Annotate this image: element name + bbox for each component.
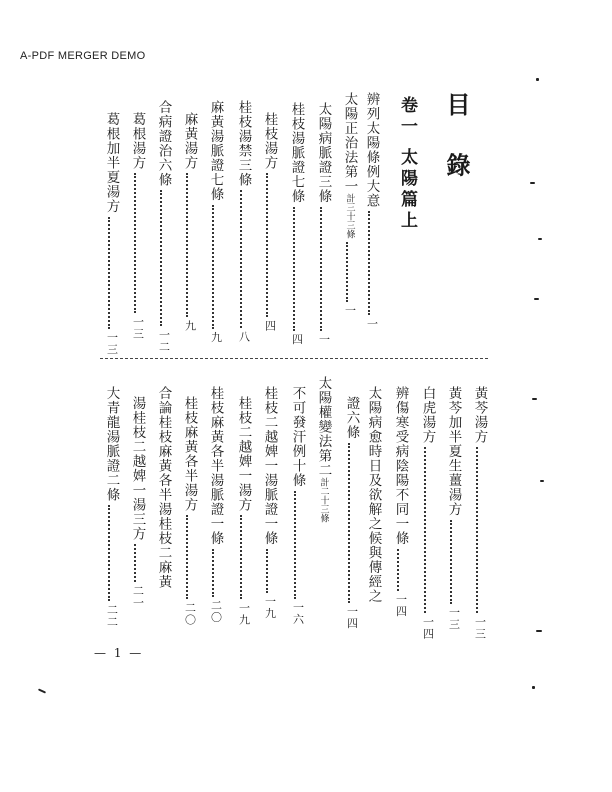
toc-entry-page: 二二 [105, 604, 119, 628]
leader-dots [450, 520, 452, 604]
toc-entry-page: 四 [263, 320, 277, 332]
leader-dots [424, 447, 426, 613]
scan-speck [532, 686, 535, 689]
toc-entry-title: 黃芩湯方 [471, 386, 488, 444]
leader-dots [186, 515, 188, 599]
scan-speck [536, 630, 542, 632]
toc-entry-page: 四 [290, 333, 304, 346]
leader-dots [160, 190, 162, 326]
toc-entry [344, 396, 358, 630]
scan-speck [532, 398, 537, 400]
toc-entry-page: 一四 [345, 605, 359, 630]
toc-entry [289, 102, 303, 346]
toc-entry [420, 386, 434, 640]
toc-entry-note: 計二十三條 [318, 477, 329, 523]
toc-entry [342, 92, 356, 317]
toc-entry-title: 麻黃湯脈證七條 [207, 100, 224, 202]
toc-entry-title: 合論桂枝麻黃各半湯桂枝二麻黃 [155, 386, 172, 589]
toc-entry-page: 一 [317, 333, 331, 346]
toc-entry-page: 一三 [447, 606, 461, 631]
leader-dots [476, 447, 478, 613]
toc-entry [104, 112, 118, 356]
chapter-heading-text: 卷一 太陽篇上 [397, 96, 417, 232]
toc-entry-title: 黃芩加半夏生薑湯方 [445, 386, 462, 517]
toc-entry-page: 九 [183, 320, 197, 332]
toc-entry-title: 桂枝湯方 [261, 112, 278, 170]
toc-entry-title: 桂枝麻黃各半湯脈證一條 [207, 386, 224, 546]
leader-dots [346, 242, 348, 302]
leader-dots [240, 190, 242, 328]
leader-dots [134, 173, 136, 313]
scan-speck [38, 688, 46, 693]
toc-entry [316, 376, 330, 523]
leader-dots [240, 515, 242, 599]
toc-entry-page: 二一 [131, 585, 145, 609]
toc-entry [393, 386, 407, 618]
toc-entry [364, 92, 378, 330]
toc-entry-title: 桂枝湯脈證七條 [288, 102, 305, 204]
toc-entry-title: 桂枝麻黃各半湯方 [181, 396, 198, 512]
toc-entry-title: 葛根湯方 [129, 112, 146, 170]
toc-entry-title: 太陽病脈證三條 [315, 102, 332, 204]
scan-speck [538, 238, 542, 240]
toc-entry [236, 396, 250, 626]
toc-entry-page: 一四 [394, 593, 408, 618]
toc-entry-title: 大青龍湯脈證二條 [103, 386, 120, 502]
leader-dots [397, 549, 399, 591]
chapter-heading [398, 96, 415, 232]
toc-entry-title: 合病證治六條 [155, 100, 172, 187]
toc-entry [104, 386, 118, 628]
toc-entry [262, 112, 276, 332]
toc-entry-page: 一三 [131, 316, 145, 340]
leader-dots [348, 443, 350, 603]
toc-entry-title: 湯桂枝二越婢一湯三方 [129, 396, 146, 541]
toc-entry-title: 辨傷寒受病陰陽不同一條 [392, 386, 409, 546]
toc-entry-page: 一三 [105, 331, 119, 356]
leader-dots [266, 173, 268, 317]
leader-dots [212, 549, 214, 597]
toc-entry-page: 二〇 [209, 599, 223, 624]
toc-entry [236, 100, 250, 343]
toc-entry-title: 太陽權變法第二 [315, 376, 332, 478]
leader-dots [320, 207, 322, 331]
toc-entry-title: 桂枝二越婢一湯方 [235, 396, 252, 512]
leader-dots [266, 549, 268, 593]
toc-entry-title: 桂枝湯禁三條 [235, 100, 252, 187]
toc-entry-title: 桂枝二越婢一湯脈證一條 [261, 386, 278, 546]
toc-entry [130, 112, 144, 340]
scan-speck [540, 480, 544, 482]
leader-dots [186, 173, 188, 317]
watermark: A-PDF MERGER DEMO [20, 50, 146, 62]
toc-entry-title: 葛根加半夏湯方 [103, 112, 120, 214]
toc-entry-page: 二〇 [183, 602, 197, 626]
section-divider [100, 358, 488, 359]
toc-entry-title: 太陽正治法第一 [341, 92, 358, 194]
toc-entry-page: 九 [209, 331, 223, 344]
toc-entry [366, 386, 380, 604]
leader-dots [293, 207, 295, 331]
toc-entry [182, 396, 196, 626]
toc-entry-title: 證六條 [343, 396, 360, 440]
toc-entry-page: 一九 [263, 595, 277, 620]
toc-entry [316, 102, 330, 346]
leader-dots [108, 505, 110, 601]
toc-entry [182, 112, 196, 332]
page-number: — 1 — [94, 646, 144, 660]
leader-dots [368, 211, 370, 315]
toc-entry [446, 386, 460, 631]
leader-dots [134, 544, 136, 582]
toc-entry-title: 麻黃湯方 [181, 112, 198, 170]
toc-entry-title: 不可發汗例十條 [289, 386, 306, 488]
toc-entry [156, 386, 170, 589]
leader-dots [294, 491, 296, 599]
toc-entry-page: 一三 [473, 616, 487, 640]
toc-entry-page: 一 [343, 304, 357, 317]
toc-entry [262, 386, 276, 620]
toc-entry-title: 辨列太陽條例大意 [363, 92, 380, 208]
toc-entry [156, 100, 170, 353]
toc-entry-note: 計三十三條 [344, 193, 355, 239]
toc-entry [208, 386, 222, 624]
toc-entry-title: 太陽病愈時日及欲解之候與傳經之 [365, 386, 382, 604]
scan-speck [534, 298, 539, 300]
leader-dots [212, 205, 214, 329]
toc-entry-page: 一二 [157, 329, 171, 353]
scan-speck [536, 78, 539, 81]
toc-entry [290, 386, 304, 626]
toc-entry-title: 白虎湯方 [419, 386, 436, 444]
toc-entry [130, 396, 144, 609]
leader-dots [108, 217, 110, 329]
scan-speck [530, 182, 535, 184]
toc-entry-page: 一 [365, 318, 379, 330]
toc-entry [208, 100, 222, 344]
page-title: 目 錄 [442, 92, 471, 191]
toc-entry-page: 一九 [237, 602, 251, 626]
toc-entry-page: 一六 [291, 601, 305, 626]
toc-entry-page: 一四 [421, 616, 435, 640]
toc-entry-page: 八 [237, 331, 251, 343]
toc-entry [472, 386, 486, 640]
